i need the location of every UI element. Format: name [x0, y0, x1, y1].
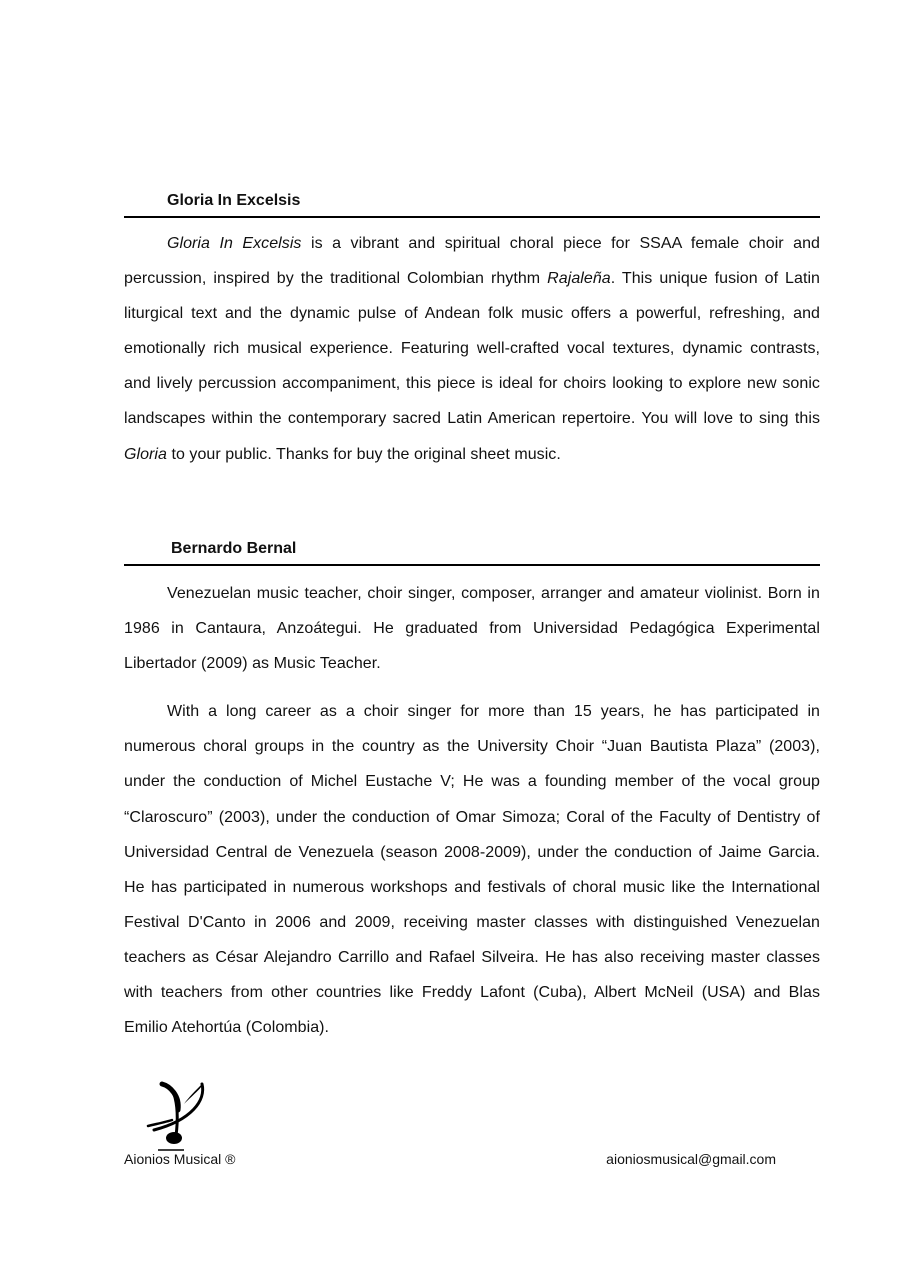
bio-paragraph-1: Venezuelan music teacher, choir singer, composer, arranger and amateur violinist. Born in 1986 in Cantaura, Anzoátegui. He graduated from Universidad Pedagógica Experimental Libertador (2009) as Music Teacher. — [124, 585, 820, 673]
gloria-heading: Gloria In Excelsis — [124, 190, 820, 218]
music-note-logo-icon — [144, 1080, 210, 1152]
footer-brand: Aionios Musical ® — [124, 1151, 236, 1167]
gloria-text-b: . This unique fusion of Latin liturgical text and the dynamic pulse of Andean folk music offers a powerful, refreshing, and emotionally rich musical experience. Featuring well-crafted vocal textures, dynamic contrasts, and lively percussion accompaniment, this piece is ideal for choirs looking to explore new sonic landscapes within the contemporary sacred Latin American repertoire. You will love to sing this — [124, 270, 821, 428]
gloria-italic-word: Gloria — [124, 445, 167, 463]
rajalena-italic: Rajaleña — [547, 270, 611, 288]
footer-email[interactable]: aioniosmusical@gmail.com — [606, 1151, 776, 1167]
bio-paragraph-2: With a long career as a choir singer for more than 15 years, he has participated in numerous choral groups in the country as the University Choir “Juan Bautista Plaza” (2003), under the conduction of Michel Eustache V; He was a founding member of the vocal group “Claroscuro” (2003), under the conduction of Omar Simoza; Coral of the Faculty of Dentistry of Universidad Central de Venezuela (season 2008-2009), under the conduction of Jaime Garcia. He has participated in numerous workshops and festivals of choral music like the International Festival D'Canto in 2006 and 2009, receiving master classes with distinguished Venezuelan teachers as César Alejandro Carrillo and Rafael Silveira. He has also receiving master classes with teachers from other countries like Freddy Lafont (Cuba), Albert McNeil (USA) and Blas Emilio Atehortúa (Colombia). — [124, 703, 820, 1037]
gloria-italic-title: Gloria In Excelsis — [167, 235, 302, 252]
gloria-section — [124, 190, 820, 472]
bio-section — [124, 538, 820, 1045]
gloria-text-c: to your public. Thanks for buy the original sheet music. — [166, 445, 561, 463]
bio-heading: Bernardo Bernal — [124, 538, 820, 566]
gloria-text-a: is a vibrant and spiritual choral piece for SSAA female choir and percussion, inspired by the traditional Colombian rhythm — [124, 235, 821, 288]
gloria-description — [124, 226, 820, 472]
